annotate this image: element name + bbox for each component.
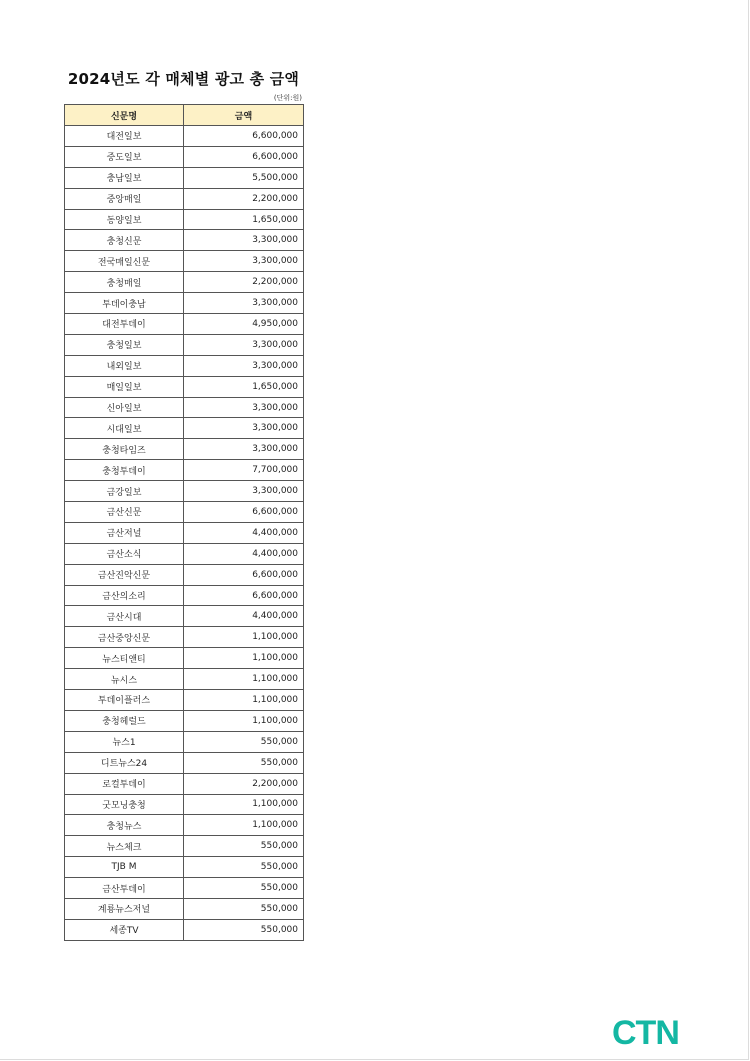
newspaper-name-cell: 충청뉴스 [65,815,184,836]
newspaper-name-cell: 디트뉴스24 [65,752,184,773]
table-row [65,543,304,564]
newspaper-name-cell: 투데이플러스 [65,690,184,711]
amount-cell: 3,300,000 [184,418,304,439]
newspaper-name-cell: 금산진악신문 [65,564,184,585]
table-row [65,460,304,481]
amount-cell: 1,100,000 [184,815,304,836]
newspaper-name-cell: 뉴스체크 [65,836,184,857]
table-row [65,146,304,167]
newspaper-name-cell: 대전투데이 [65,314,184,335]
table-row [65,502,304,523]
newspaper-name-cell: 뉴시스 [65,669,184,690]
newspaper-name-cell: 전국매일신문 [65,251,184,272]
amount-cell: 2,200,000 [184,773,304,794]
table-row [65,627,304,648]
amount-cell: 6,600,000 [184,502,304,523]
newspaper-name-cell: 금산의소리 [65,585,184,606]
table-row [65,731,304,752]
table-row [65,230,304,251]
amount-cell: 1,100,000 [184,794,304,815]
newspaper-name-cell: 대전일보 [65,126,184,147]
table-row [65,522,304,543]
table-row [65,919,304,940]
newspaper-name-cell: 금산저널 [65,522,184,543]
ctn-logo: CTN [612,1014,679,1052]
newspaper-name-cell: 매일일보 [65,376,184,397]
amount-cell: 550,000 [184,898,304,919]
table-row [65,857,304,878]
amount-cell: 1,100,000 [184,669,304,690]
amount-cell: 6,600,000 [184,564,304,585]
amount-cell: 1,100,000 [184,690,304,711]
amount-cell: 1,650,000 [184,209,304,230]
ad-amount-table [64,104,304,941]
newspaper-name-cell: 시대일보 [65,418,184,439]
table-row [65,418,304,439]
table-row [65,606,304,627]
amount-cell: 3,300,000 [184,481,304,502]
header-newspaper-name: 신문명 [65,105,184,126]
newspaper-name-cell: 세종TV [65,919,184,940]
amount-cell: 3,300,000 [184,334,304,355]
newspaper-name-cell: 충청매일 [65,272,184,293]
table-row [65,397,304,418]
table-row [65,167,304,188]
table-row [65,439,304,460]
amount-cell: 3,300,000 [184,439,304,460]
newspaper-name-cell: 굿모닝충청 [65,794,184,815]
amount-cell: 550,000 [184,857,304,878]
newspaper-name-cell: 금산중앙신문 [65,627,184,648]
newspaper-name-cell: TJB M [65,857,184,878]
amount-cell: 7,700,000 [184,460,304,481]
header-amount: 금액 [184,105,304,126]
table-body [65,126,304,941]
amount-cell: 1,650,000 [184,376,304,397]
table-row [65,251,304,272]
amount-cell: 6,600,000 [184,146,304,167]
amount-cell: 6,600,000 [184,126,304,147]
amount-cell: 4,400,000 [184,522,304,543]
table-row [65,773,304,794]
newspaper-name-cell: 충청신문 [65,230,184,251]
amount-cell: 1,100,000 [184,710,304,731]
amount-cell: 4,400,000 [184,543,304,564]
amount-cell: 3,300,000 [184,251,304,272]
table-row [65,334,304,355]
amount-cell: 6,600,000 [184,585,304,606]
document-title: 2024년도 각 매체별 광고 총 금액 [67,70,300,88]
amount-cell: 2,200,000 [184,272,304,293]
newspaper-name-cell: 내외일보 [65,355,184,376]
table-row [65,126,304,147]
table-row [65,585,304,606]
newspaper-name-cell: 계룡뉴스저널 [65,898,184,919]
table-row [65,794,304,815]
newspaper-name-cell: 충청일보 [65,334,184,355]
table-row [65,314,304,335]
newspaper-name-cell: 중도일보 [65,146,184,167]
amount-cell: 1,100,000 [184,627,304,648]
table-row [65,710,304,731]
amount-cell: 1,100,000 [184,648,304,669]
amount-cell: 4,400,000 [184,606,304,627]
newspaper-name-cell: 충남일보 [65,167,184,188]
table-row [65,355,304,376]
table-row [65,648,304,669]
amount-cell: 3,300,000 [184,397,304,418]
amount-cell: 4,950,000 [184,314,304,335]
amount-cell: 3,300,000 [184,293,304,314]
amount-cell: 550,000 [184,878,304,899]
newspaper-name-cell: 투데이충남 [65,293,184,314]
newspaper-name-cell: 뉴스티앤티 [65,648,184,669]
amount-cell: 550,000 [184,731,304,752]
table-row [65,188,304,209]
table-row [65,564,304,585]
table-row [65,481,304,502]
newspaper-name-cell: 중앙매일 [65,188,184,209]
amount-cell: 2,200,000 [184,188,304,209]
newspaper-name-cell: 금산신문 [65,502,184,523]
newspaper-name-cell: 충청투데이 [65,460,184,481]
table-row [65,690,304,711]
unit-label: (단위:원) [273,94,302,102]
amount-cell: 550,000 [184,836,304,857]
table-header-row [65,105,304,126]
amount-cell: 550,000 [184,752,304,773]
newspaper-name-cell: 신아일보 [65,397,184,418]
newspaper-name-cell: 금강일보 [65,481,184,502]
newspaper-name-cell: 충청헤럴드 [65,710,184,731]
table-row [65,815,304,836]
newspaper-name-cell: 동양일보 [65,209,184,230]
table-row [65,752,304,773]
table-row [65,209,304,230]
newspaper-name-cell: 로컬투데이 [65,773,184,794]
table-row [65,836,304,857]
table-row [65,878,304,899]
newspaper-name-cell: 충청타임즈 [65,439,184,460]
table-row [65,376,304,397]
newspaper-name-cell: 금산투데이 [65,878,184,899]
amount-cell: 550,000 [184,919,304,940]
amount-cell: 5,500,000 [184,167,304,188]
table-row [65,293,304,314]
newspaper-name-cell: 뉴스1 [65,731,184,752]
table-row [65,898,304,919]
amount-cell: 3,300,000 [184,355,304,376]
newspaper-name-cell: 금산시대 [65,606,184,627]
table-row [65,272,304,293]
amount-cell: 3,300,000 [184,230,304,251]
newspaper-name-cell: 금산소식 [65,543,184,564]
table-row [65,669,304,690]
